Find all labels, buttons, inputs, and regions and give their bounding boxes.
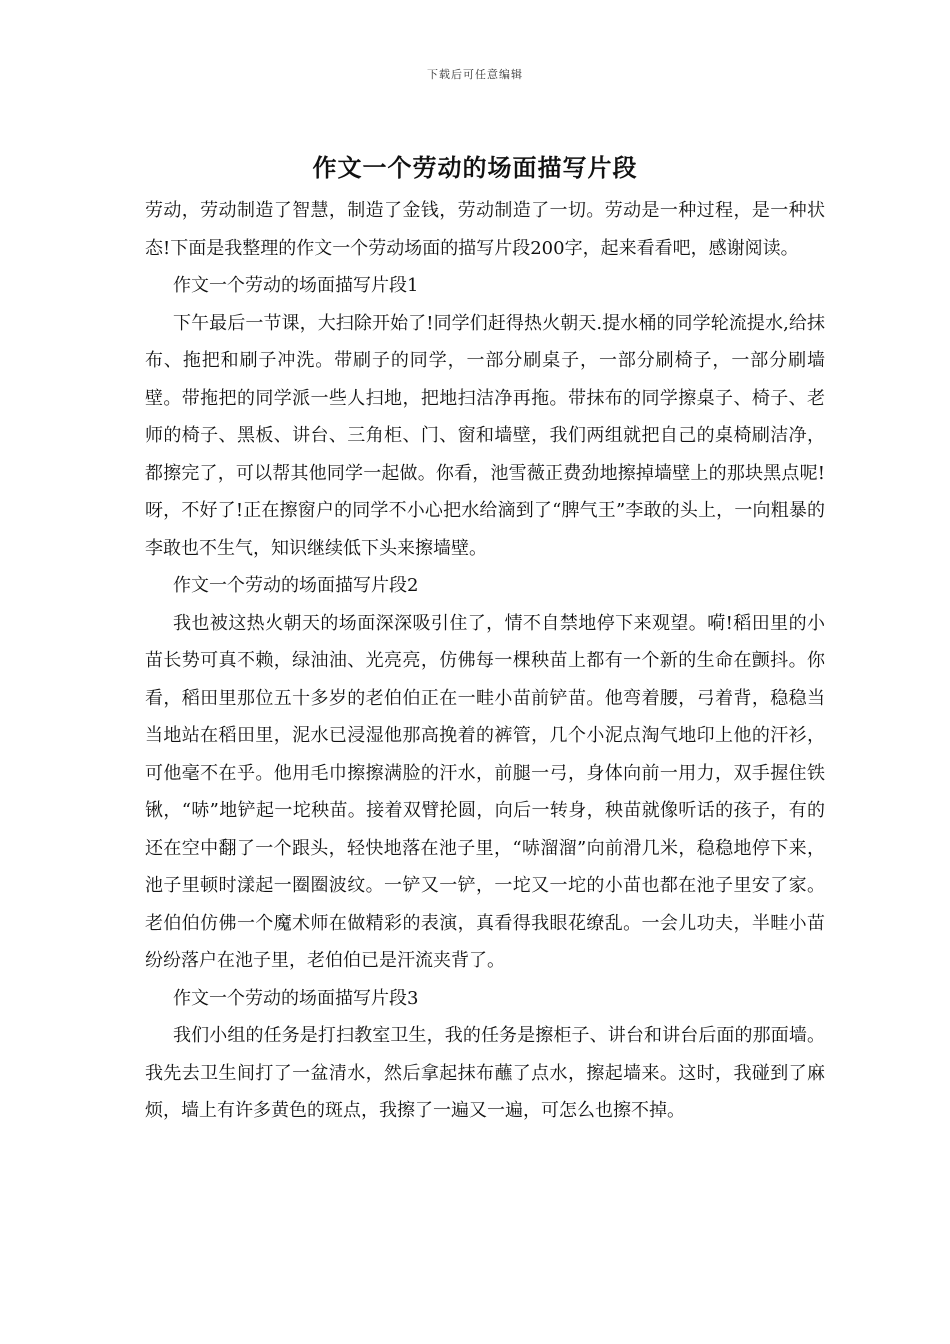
document-body bbox=[145, 192, 825, 1130]
section-heading-1: 作文一个劳动的场面描写片段1 bbox=[173, 275, 419, 296]
intro-paragraph: 劳动，劳动制造了智慧，制造了金钱，劳动制造了一切。劳动是一种过程，是一种状态!下面是我整理的作文一个劳动场面的描写片段200字，起来看看吧，感谢阅读。 bbox=[145, 200, 825, 259]
section-paragraph-1: 下午最后一节课，大扫除开始了!同学们赶得热火朝天.提水桶的同学轮流提水,给抹布、拖把和刷子冲洗。带刷子的同学，一部分刷桌子，一部分刷椅子，一部分刷墙壁。带拖把的同学派一些人扫地，把地扫洁净再拖。带抹布的同学擦桌子、椅子、老师的椅子、黑板、讲台、三角柜、门、窗和墙壁，我们两组就把自己的桌椅刷洁净，都擦完了，可以帮其他同学一起做。你看，池雪薇正费劲地擦掉墙壁上的那块黑点呢!呀，不好了!正在擦窗户的同学不小心把水给滴到了“脾气王”李敢的头上，一向粗暴的李敢也不生气，知识继续低下头来擦墙壁。 bbox=[145, 312, 825, 559]
page-title: 作文一个劳动的场面描写片段 bbox=[312, 153, 638, 182]
section-paragraph-2: 我也被这热火朝天的场面深深吸引住了，情不自禁地停下来观望。嗬!稻田里的小苗长势可真不赖，绿油油、光亮亮，仿佛每一棵秧苗上都有一个新的生命在颤抖。你看，稻田里那位五十多岁的老伯伯正在一畦小苗前铲苗。他弯着腰，弓着背，稳稳当当地站在稻田里，泥水已浸湿他那高挽着的裤管，几个小泥点淘气地印上他的汗衫，可他毫不在乎。他用毛巾擦擦满脸的汗水，前腿一弓，身体向前一用力，双手握住铁锹，“哧”地铲起一坨秧苗。接着双臂抡圆，向后一转身，秧苗就像听话的孩子，有的还在空中翻了一个跟头，轻快地落在池子里，“哧溜溜”向前滑几米，稳稳地停下来，池子里顿时漾起一圈圈波纹。一铲又一铲，一坨又一坨的小苗也都在池子里安了家。老伯伯仿佛一个魔术师在做精彩的表演，真看得我眼花缭乱。一会儿功夫，半畦小苗纷纷落户在池子里，老伯伯已是汗流夹背了。 bbox=[145, 612, 825, 971]
header-note: 下载后可任意编辑 bbox=[427, 68, 523, 81]
section-paragraph-3: 我们小组的任务是打扫教室卫生，我的任务是擦柜子、讲台和讲台后面的那面墙。我先去卫生间打了一盆清水，然后拿起抹布蘸了点水，擦起墙来。这时，我碰到了麻烦，墙上有许多黄色的斑点，我擦了一遍又一遍，可怎么也擦不掉。 bbox=[145, 1025, 825, 1121]
section-heading-2: 作文一个劳动的场面描写片段2 bbox=[173, 575, 419, 596]
section-heading-3: 作文一个劳动的场面描写片段3 bbox=[173, 987, 419, 1009]
